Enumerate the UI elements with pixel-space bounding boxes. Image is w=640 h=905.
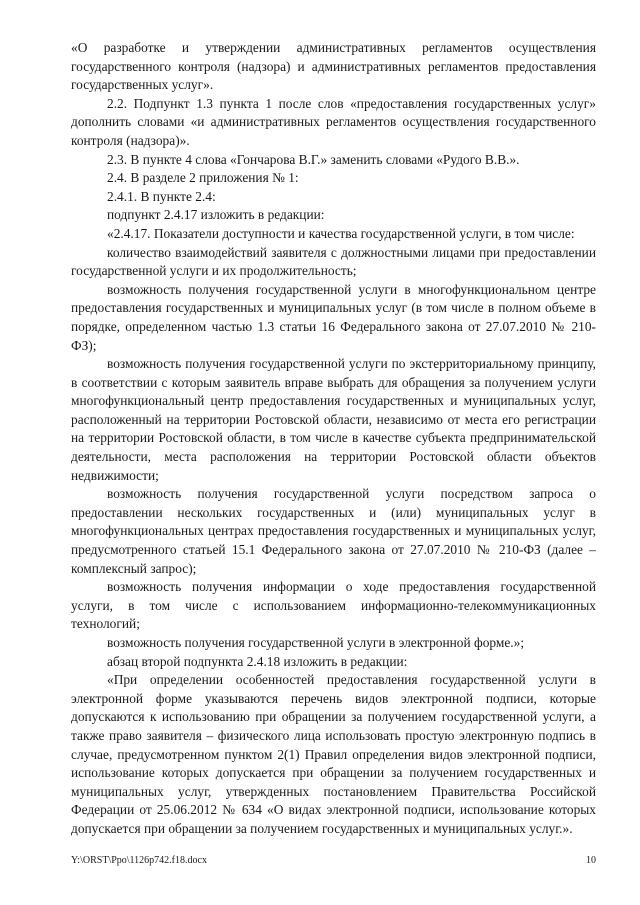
paragraph-1: «О разработке и утверждении административных регламентов осуществления государственного контроля (надзора) и административных регламентов предоставления государственных услуг». [71,40,596,93]
paragraph-10: возможность получения государственной услуги по экстерриториальному принципу, в соответствии с которым заявитель вправе выбрать для обращения за получением услуги многофункциональный центр предоставления государственных и муниципальных услуг, расположенный на территории Ростовской области, независимо от места его регистрации на территории Ростовской области, в том числе в качестве субъекта предпринимательской деятельности, места расположения на территории Ростовской области объектов недвижимости; [71,356,596,483]
paragraph-15: «При определении особенностей предоставления государственной услуги в электронной форме указываются перечень видов электронной подписи, которые допускаются к использованию при обращении за получением государственной услуги, а также право заявителя – физического лица использовать простую электронную подпись в случае, предусмотренном пунктом 2(1) Правил определения видов электронной подписи, использование которых допускается при обращении за получением государственных и муниципальных услуг, утвержденных постановлением Правительства Российской Федерации от 25.06.2012 № 634 «О видах электронной подписи, использование которых допускается при обращении за получением государственных и муниципальных услуг.». [71,672,596,836]
paragraph-3: 2.3. В пункте 4 слова «Гончарова В.Г.» заменить словами «Рудого В.В.». [107,151,520,167]
paragraph-4: 2.4. В разделе 2 приложения № 1: [107,170,299,186]
page-number: 10 [586,855,596,866]
paragraph-2: 2.2. Подпункт 1.3 пункта 1 после слов «предоставления государственных услуг» дополнить словами «и административных регламентов осуществления государственного контроля (надзора)». [71,95,596,148]
paragraph-9: возможность получения государственной услуги в многофункциональном центре предоставления государственных и муниципальных услуг (в том числе в полном объеме в порядке, определенном частью 1.3 статьи 16 Федерального закона от 27.07.2010 № 210-ФЗ); [71,281,596,353]
paragraph-12: возможность получения информации о ходе предоставления государственной услуги, в том числе с использованием информационно-телекоммуникационных технологий; [71,579,596,632]
paragraph-14: абзац второй подпункта 2.4.18 изложить в редакции: [107,653,408,669]
paragraph-5: 2.4.1. В пункте 2.4: [107,188,216,204]
paragraph-7: «2.4.17. Показатели доступности и качества государственной услуги, в том числе: [107,225,575,241]
file-path: Y:\ORST\Ppo\1126p742.f18.docx [71,855,207,866]
document-body [71,39,596,839]
paragraph-11: возможность получения государственной услуги посредством запроса о предоставлении нескольких государственных и (или) муниципальных услуг в многофункциональных центрах предоставления государственных и муниципальных услуг, предусмотренного статьей 15.1 Федерального закона от 27.07.2010 № 210-ФЗ (далее – комплексный запрос); [71,486,596,576]
paragraph-6: подпункт 2.4.17 изложить в редакции: [107,207,325,223]
paragraph-13: возможность получения государственной услуги в электронной форме.»; [107,635,525,650]
paragraph-8: количество взаимодействий заявителя с должностными лицами при предоставлении государственной услуги и их продолжительность; [71,244,596,279]
